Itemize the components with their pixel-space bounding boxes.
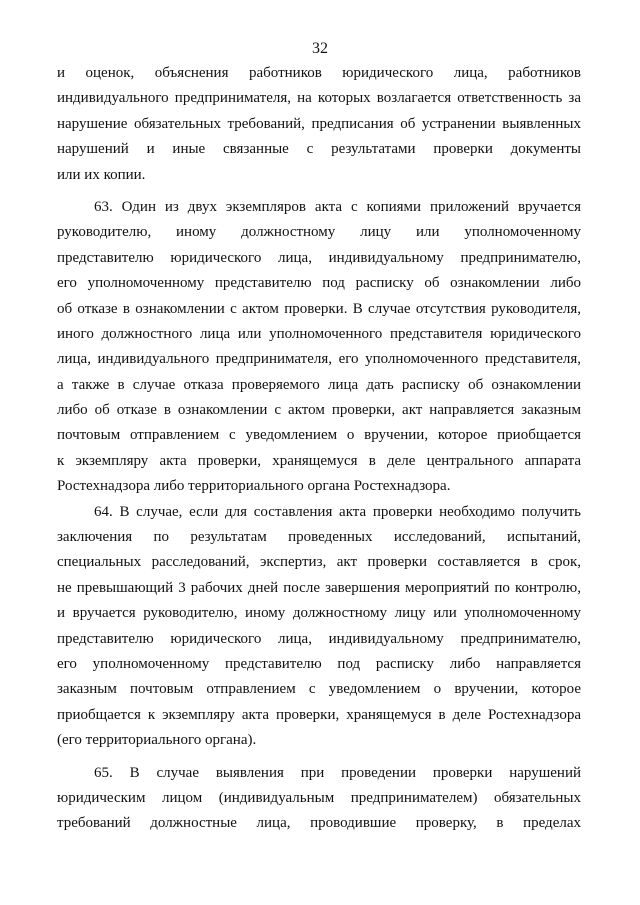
- text-line: Ростехнадзора либо территориального органа Ростехнадзора.: [57, 478, 451, 495]
- text-line: об отказе в ознакомлении с актом проверки. В случае отсутствия руководителя,: [57, 300, 581, 317]
- text-line: индивидуального предпринимателя, на которых возлагается ответственность за: [57, 90, 581, 107]
- text-line: руководителю, иному должностному лицу или уполномоченному: [57, 224, 581, 241]
- text-line: и вручается руководителю, иному должностному лицу или уполномоченному: [57, 605, 581, 622]
- text-line: нарушение обязательных требований, предписания об устранении выявленных: [57, 115, 581, 132]
- text-line: специальных расследований, экспертиз, акт проверки составляется в срок,: [57, 554, 581, 571]
- text-line: представителю юридического лица, индивидуальному предпринимателю,: [57, 630, 581, 647]
- text-line: требований должностные лица, проводившие проверку, в пределах: [57, 815, 581, 832]
- text-line: к экземпляру акта проверки, хранящемуся в деле центрального аппарата: [57, 452, 581, 469]
- text-line: его уполномоченному представителю под расписку об ознакомлении либо: [57, 275, 581, 292]
- text-line: его уполномоченному представителю под расписку либо направляется: [57, 655, 581, 672]
- document-body: [57, 61, 581, 837]
- text-line: представителю юридического лица, индивидуальному предпринимателю,: [57, 249, 581, 266]
- text-line: а также в случае отказа проверяемого лица дать расписку об ознакомлении: [57, 376, 581, 393]
- text-line: не превышающий 3 рабочих дней после завершения мероприятий по контролю,: [57, 579, 581, 596]
- text-line: юридическим лицом (индивидуальным предпринимателем) обязательных: [57, 789, 581, 806]
- page-number: 32: [312, 40, 328, 57]
- text-line: или их копии.: [57, 166, 146, 183]
- text-line: (его территориального органа).: [57, 732, 257, 749]
- paragraph-63: [57, 195, 581, 500]
- text-line: заказным почтовым отправлением с уведомлением о вручении, которое: [57, 681, 581, 698]
- text-line: и оценок, объяснения работников юридического лица, работников: [57, 65, 581, 81]
- text-line: почтовым отправлением с уведомлением о вручении, которое приобщается: [57, 427, 581, 444]
- text-line: 64. В случае, если для составления акта проверки необходимо получить: [94, 503, 581, 520]
- text-line: 65. В случае выявления при проведении проверки нарушений: [94, 764, 581, 781]
- text-line: 63. Один из двух экземпляров акта с копиями приложений вручается: [94, 198, 581, 215]
- text-line: заключения по результатам проведенных исследований, испытаний,: [57, 529, 581, 546]
- paragraph-65: [57, 761, 581, 837]
- text-line: нарушений и иные связанные с результатами проверки документы: [57, 141, 581, 158]
- text-line: либо об отказе в ознакомлении с актом проверки, акт направляется заказным: [57, 402, 581, 419]
- text-line: приобщается к экземпляру акта проверки, хранящемуся в деле Ростехнадзора: [57, 706, 581, 723]
- paragraph: [57, 61, 581, 188]
- text-line: лица, индивидуального предпринимателя, его уполномоченного представителя,: [57, 351, 581, 368]
- text-line: иного должностного лица или уполномоченного представителя юридического: [57, 325, 581, 342]
- paragraph-64: [57, 500, 581, 754]
